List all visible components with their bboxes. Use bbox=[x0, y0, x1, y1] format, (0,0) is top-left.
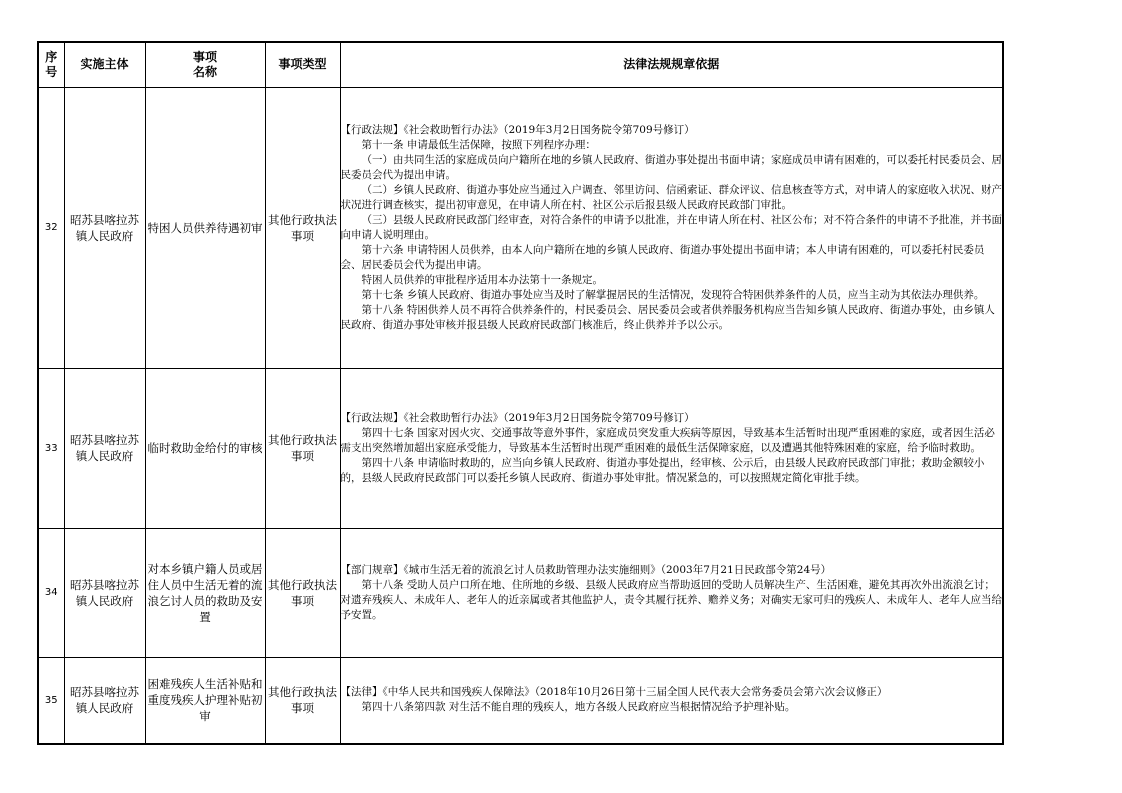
basis-line: 第四十八条 申请临时救助的，应当向乡镇人民政府、街道办事处提出，经审核、公示后，由县级人民政府民政部门审批；救助金额较小的，县级人民政府民政部门可以委托乡镇人民政府、街道办事处审批。情况紧急的，可以按照规定简化审批手续。 bbox=[340, 456, 985, 484]
basis-line: 第十一条 申请最低生活保障，按照下列程序办理： bbox=[361, 138, 596, 151]
row-basis bbox=[340, 657, 1003, 744]
row-entity: 昭苏县喀拉苏镇人民政府 bbox=[64, 657, 145, 744]
header-row bbox=[38, 42, 1003, 87]
basis-line: 【部门规章】《城市生活无着的流浪乞讨人员救助管理办法实施细则》（2003年7月21日民政部令第24号） bbox=[340, 563, 832, 576]
row-basis bbox=[340, 368, 1003, 528]
basis-line: （二）乡镇人民政府、街道办事处应当通过入户调查、邻里访问、信函索证、群众评议、信息核查等方式，对申请人的家庭收入状况、财产状况进行调查核实，提出初审意见，在申请人所在村、社区公示后报县级人民政府民政部门审批。 bbox=[340, 183, 1002, 211]
regulation-table bbox=[37, 41, 1004, 745]
row-entity: 昭苏县喀拉苏镇人民政府 bbox=[64, 87, 145, 368]
row-type: 其他行政执法事项 bbox=[265, 368, 340, 528]
row-type: 其他行政执法事项 bbox=[265, 657, 340, 744]
row-seq: 35 bbox=[38, 657, 64, 744]
basis-line: 第十六条 申请特困人员供养，由本人向户籍所在地的乡镇人民政府、街道办事处提出书面申请；本人申请有困难的，可以委托村民委员会、居民委员会代为提出申请。 bbox=[340, 243, 985, 271]
row-name: 对本乡镇户籍人员或居住人员中生活无着的流浪乞讨人员的救助及安置 bbox=[145, 528, 265, 657]
row-name: 困难残疾人生活补贴和重度残疾人护理补贴初审 bbox=[145, 657, 265, 744]
row-seq: 34 bbox=[38, 528, 64, 657]
row-type: 其他行政执法事项 bbox=[265, 87, 340, 368]
table-row bbox=[38, 87, 1003, 368]
basis-line: 【行政法规】《社会救助暂行办法》（2019年3月2日国务院令第709号修订） bbox=[340, 123, 695, 136]
header-seq: 序 号 bbox=[38, 42, 64, 87]
row-basis bbox=[340, 528, 1003, 657]
basis-line: 特困人员供养的审批程序适用本办法第十一条规定。 bbox=[361, 273, 603, 286]
row-type: 其他行政执法事项 bbox=[265, 528, 340, 657]
table-row bbox=[38, 528, 1003, 657]
row-name: 特困人员供养待遇初审 bbox=[145, 87, 265, 368]
basis-line: （三）县级人民政府民政部门经审查，对符合条件的申请予以批准，并在申请人所在村、社区公布；对不符合条件的申请不予批准，并书面向申请人说明理由。 bbox=[340, 213, 1002, 241]
header-entity: 实施主体 bbox=[64, 42, 145, 87]
basis-line: （一）由共同生活的家庭成员向户籍所在地的乡镇人民政府、街道办事处提出书面申请；家庭成员申请有困难的，可以委托村民委员会、居民委员会代为提出申请。 bbox=[340, 153, 1002, 181]
row-seq: 32 bbox=[38, 87, 64, 368]
basis-line: 【法律】《中华人民共和国残疾人保障法》（2018年10月26日第十三届全国人民代表大会常务委员会第六次会议修正） bbox=[340, 686, 888, 699]
table-row bbox=[38, 657, 1003, 744]
basis-line: 第四十八条第四款 对生活不能自理的残疾人，地方各级人民政府应当根据情况给予护理补贴。 bbox=[361, 701, 796, 714]
header-type: 事项类型 bbox=[265, 42, 340, 87]
row-entity: 昭苏县喀拉苏镇人民政府 bbox=[64, 368, 145, 528]
row-basis bbox=[340, 87, 1003, 368]
basis-line: 第十八条 受助人员户口所在地、住所地的乡级、县级人民政府应当帮助返回的受助人员解决生产、生活困难，避免其再次外出流浪乞讨；对遗弃残疾人、未成年人、老年人的近亲属或者其他监护人，责令其履行抚养、赡养义务；对确实无家可归的残疾人、未成年人、老年人应当给予安置。 bbox=[340, 578, 1002, 621]
header-name: 事项 名称 bbox=[145, 42, 265, 87]
row-seq: 33 bbox=[38, 368, 64, 528]
row-name: 临时救助金给付的审核 bbox=[145, 368, 265, 528]
row-entity: 昭苏县喀拉苏镇人民政府 bbox=[64, 528, 145, 657]
table-row bbox=[38, 368, 1003, 528]
header-basis: 法律法规规章依据 bbox=[340, 42, 1003, 87]
basis-line: 第十八条 特困供养人员不再符合供养条件的，村民委员会、居民委员会或者供养服务机构应当告知乡镇人民政府、街道办事处，由乡镇人民政府、街道办事处审核并报县级人民政府民政部门核准后，终止供养并予以公示。 bbox=[340, 303, 995, 331]
basis-line: 第四十七条 国家对因火灾、交通事故等意外事件，家庭成员突发重大疾病等原因，导致基本生活暂时出现严重困难的家庭，或者因生活必需支出突然增加超出家庭承受能力，导致基本生活暂时出现严重困难的最低生活保障家庭，以及遭遇其他特殊困难的家庭，给予临时救助。 bbox=[340, 426, 995, 454]
basis-line: 第十七条 乡镇人民政府、街道办事处应当及时了解掌握居民的生活情况，发现符合特困供养条件的人员，应当主动为其依法办理供养。 bbox=[361, 288, 985, 301]
basis-line: 【行政法规】《社会救助暂行办法》（2019年3月2日国务院令第709号修订） bbox=[340, 411, 695, 424]
